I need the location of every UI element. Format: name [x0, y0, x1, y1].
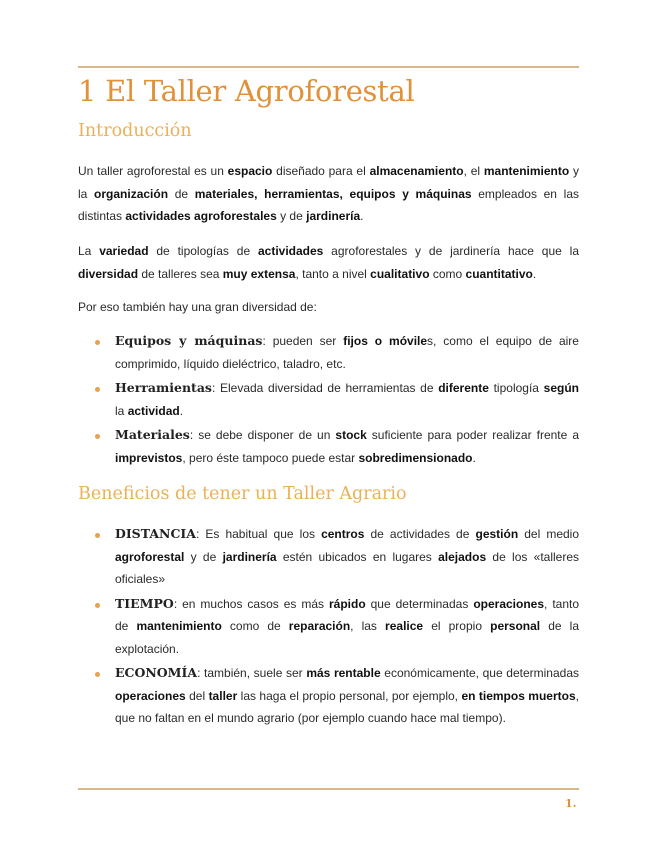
text-run: , el: [463, 164, 484, 178]
intro-heading: Introducción: [78, 121, 192, 141]
bold-run: realice: [385, 619, 424, 633]
paragraph-definition: [78, 160, 579, 228]
text-run: , tanto a nivel: [295, 266, 371, 281]
bold-run: diversidad: [78, 266, 139, 281]
paragraph-diversity-intro: Por eso también hay una gran diversidad de:: [78, 300, 317, 314]
text-run: s, como el equipo de aire comprimido, líquido dieléctrico, taladro, etc.: [115, 334, 579, 371]
bottom-rule: [78, 788, 579, 790]
bold-run: organización: [94, 186, 169, 201]
bold-run: fijos o móvile: [343, 334, 428, 348]
list-item: [78, 662, 579, 730]
text-run: estén ubicados en lugares: [276, 549, 439, 564]
bold-run: actividad: [127, 403, 180, 418]
text-run: : Elevada diversidad de herramientas de: [211, 381, 439, 395]
bold-run: espacio: [227, 164, 273, 178]
text-run: económicamente, que determinadas: [380, 666, 579, 680]
text-run: las haga el propio personal, por ejemplo,: [237, 688, 462, 703]
list-item: [78, 523, 579, 591]
list-item: [78, 377, 579, 422]
bold-run: muy extensa: [222, 266, 296, 281]
text-run: .: [360, 209, 364, 223]
item-term: Materiales: [115, 427, 190, 442]
bold-run: operaciones: [115, 688, 186, 703]
text-run: de los «talleres oficiales»: [115, 549, 580, 586]
bold-run: imprevistos: [115, 450, 183, 465]
text-run: Un taller agroforestal es un: [78, 164, 228, 178]
bold-run: mantenimiento: [483, 164, 570, 178]
bold-run: alejados: [438, 549, 487, 564]
text-run: de actividades de: [364, 527, 476, 541]
bold-run: jardinería: [222, 549, 277, 564]
bullet-icon: [95, 340, 100, 345]
text-run: de la explotación.: [115, 619, 580, 656]
bullet-icon: [95, 533, 100, 538]
text-run: el propio: [423, 619, 491, 633]
bold-run: operaciones: [473, 596, 545, 611]
page-number: 1.: [565, 797, 577, 810]
text-run: de talleres sea: [138, 266, 223, 281]
text-run: diseñado para el: [272, 164, 370, 178]
bold-run: más rentable: [306, 666, 381, 680]
text-run: y de: [184, 549, 223, 564]
bold-run: en tiempos muertos: [461, 688, 576, 703]
bold-run: gestión: [475, 527, 519, 541]
text-run: de tipologías de: [148, 244, 258, 258]
text-run: , pero éste tampoco puede estar: [182, 450, 359, 465]
bold-run: agroforestal: [115, 549, 185, 564]
bullet-icon: [95, 434, 100, 439]
top-rule: [78, 66, 579, 68]
benefits-list: [78, 523, 579, 732]
equipment-list: [78, 330, 579, 471]
bullet-icon: [95, 603, 100, 608]
list-item: [78, 330, 579, 375]
bold-run: rápido: [329, 596, 366, 611]
bold-run: stock: [335, 428, 367, 442]
page-title: 1 El Taller Agroforestal: [78, 74, 415, 108]
bold-run: personal: [490, 619, 541, 633]
text-run: .: [532, 266, 537, 281]
text-run: .: [472, 450, 476, 465]
text-run: , que no faltan en el mundo agrario (por ejemplo cuando hace mal tiempo).: [115, 688, 579, 725]
bold-run: diferente: [438, 381, 489, 395]
text-run: : se debe disponer de un: [189, 428, 336, 442]
text-run: del medio: [518, 527, 580, 541]
bold-run: variedad: [99, 244, 149, 258]
bold-run: mantenimiento: [136, 619, 222, 633]
text-run: tipología: [488, 381, 544, 395]
text-run: empleados en las distintas: [78, 186, 579, 223]
bullet-icon: [95, 387, 100, 392]
text-run: como de: [221, 619, 289, 633]
text-run: : Es habitual que los: [195, 527, 322, 541]
benefits-heading: Beneficios de tener un Taller Agrario: [78, 484, 407, 504]
bold-run: jardinería: [306, 209, 361, 223]
bold-run: cuantitativo: [465, 266, 533, 281]
text-run: : también, suele ser: [197, 666, 307, 680]
bold-run: taller: [208, 688, 238, 703]
item-term: TIEMPO: [115, 595, 174, 611]
bold-run: materiales, herramientas, equipos y máquinas: [194, 186, 472, 201]
bold-run: centros: [321, 527, 365, 541]
bold-run: sobredimensionado: [358, 450, 473, 465]
text-run: y la: [78, 164, 579, 201]
text-run: : en muchos casos es más: [173, 596, 329, 611]
text-run: La: [78, 244, 100, 258]
text-run: la: [115, 403, 128, 418]
bold-run: almacenamiento: [369, 164, 464, 178]
list-item: [78, 593, 579, 661]
bold-run: cualitativo: [370, 266, 430, 281]
text-run: del: [185, 688, 209, 703]
bullet-icon: [95, 672, 100, 677]
item-term: DISTANCIA: [115, 526, 196, 541]
bold-run: actividades: [257, 244, 324, 258]
text-run: que determinadas: [365, 596, 474, 611]
text-run: : pueden ser: [262, 334, 344, 348]
list-item: [78, 424, 579, 469]
bold-run: reparación: [288, 619, 351, 633]
bold-run: actividades agroforestales: [125, 209, 277, 223]
item-term: ECONOMÍA: [115, 665, 198, 680]
paragraph-variety: [78, 240, 579, 285]
bold-run: según: [543, 381, 579, 395]
text-run: suficiente para poder realizar frente a: [366, 428, 579, 442]
text-run: como: [429, 266, 466, 281]
text-run: , las: [350, 619, 386, 633]
text-run: agroforestales y de jardinería hace que la: [323, 244, 580, 258]
text-run: .: [179, 403, 184, 418]
text-run: , tanto de: [115, 596, 580, 633]
text-run: y de: [276, 209, 307, 223]
item-term: Equipos y máquinas: [115, 333, 263, 348]
text-run: de: [168, 186, 195, 201]
item-term: Herramientas: [115, 380, 212, 395]
